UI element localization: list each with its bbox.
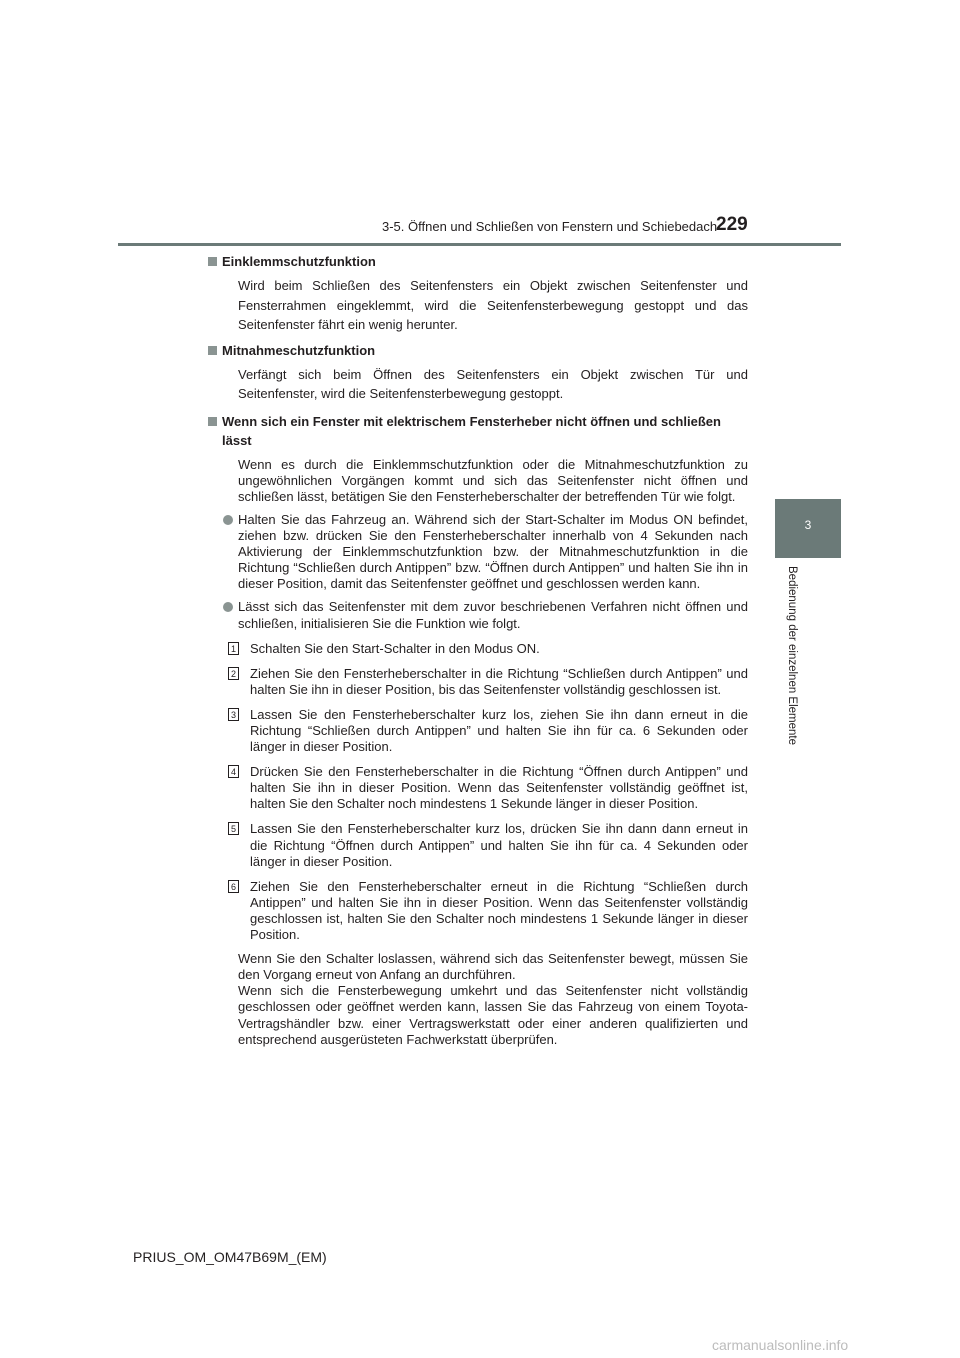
header-divider — [118, 243, 841, 246]
step-number: 2 — [228, 667, 239, 680]
chapter-title: Bedienung der einzelnen Elemente — [786, 566, 798, 746]
section-heading: Wenn sich ein Fenster mit elektrischem Fensterheber nicht öffnen und schließen lässt — [208, 412, 748, 451]
main-content — [208, 254, 748, 1056]
footer-doc-code: PRIUS_OM_OM47B69M_(EM) — [133, 1249, 327, 1265]
step-item: 3 Lassen Sie den Fensterheberschalter kurz los, ziehen Sie ihn dann erneut in die Richtung “Schließen durch Antippen” und halten Sie ihn für ca. 6 Sekunden oder länger in dieser Position. — [208, 707, 748, 755]
square-bullet-icon — [208, 346, 217, 355]
step-number: 4 — [228, 765, 239, 778]
section-einklemmschutz — [208, 254, 748, 335]
section-body: Wird beim Schließen des Seitenfensters ein Objekt zwischen Seitenfenster und Fensterrahmen eingeklemmt, wird die Seitenfensterbewegung gestoppt und das Seitenfenster fährt ein wenig herunter. — [238, 278, 748, 333]
page-number: 229 — [716, 214, 748, 235]
section-mitnahmeschutz — [208, 343, 748, 404]
watermark: carmanualsonline.info — [712, 1337, 849, 1353]
closing-note: Wenn Sie den Schalter loslassen, während sich das Seitenfenster bewegt, müssen Sie den Vorgang erneut von Anfang an durchführen. Wenn sich die Fensterbewegung umkehrt und das Seitenfenster nicht vollständig geschlossen oder geöffnet werden kann, lassen Sie das Fahrzeug von einem Toyota-Vertragshändler bzw. einer Vertragswerkstatt oder einer anderen qualifizierten und entsprechend ausgerüsteten Fachwerkstatt überprüfen. — [238, 951, 748, 1047]
header-title: 3-5. Öffnen und Schließen von Fenstern und Schiebedach — [382, 219, 718, 234]
step-number: 3 — [228, 708, 239, 721]
square-bullet-icon — [208, 417, 217, 426]
step-item: 5 Lassen Sie den Fensterheberschalter kurz los, drücken Sie ihn dann dann erneut in die Richtung “Öffnen durch Antippen” und halten Sie ihn für ca. 4 Sekunden oder länger in dieser Position. — [208, 821, 748, 869]
square-bullet-icon — [208, 257, 217, 266]
step-number: 1 — [228, 642, 239, 655]
step-item: 2 Ziehen Sie den Fensterheberschalter in die Richtung “Schließen durch Antippen” und halten Sie ihn in dieser Position, bis das Seitenfenster vollständig geschlossen ist. — [208, 666, 748, 698]
step-item: 6 Ziehen Sie den Fensterheberschalter erneut in die Richtung “Schließen durch Antippen” und halten Sie ihn in dieser Position. Wenn das Seitenfenster vollständig geschlossen ist, halten Sie den Schalter noch mindestens 1 Sekunde länger in dieser Position. — [208, 879, 748, 943]
section-heading: Einklemmschutzfunktion — [208, 254, 748, 270]
step-item: 1 Schalten Sie den Start-Schalter in den Modus ON. — [208, 641, 748, 657]
bullet-item: Lässt sich das Seitenfenster mit dem zuvor beschriebenen Verfahren nicht öffnen und schließen, initialisieren Sie die Funktion wie folgt. — [208, 599, 748, 631]
round-bullet-icon — [223, 602, 233, 612]
step-item: 4 Drücken Sie den Fensterheberschalter in die Richtung “Öffnen durch Antippen” und halten Sie ihn in dieser Position. Wenn das Seitenfenster vollständig geöffnet ist, halten Sie den Schalter noch mindestens 1 Sekunde länger in dieser Position. — [208, 764, 748, 812]
section-heading: Mitnahmeschutzfunktion — [208, 343, 748, 359]
step-number: 6 — [228, 880, 239, 893]
section-body: Verfängt sich beim Öffnen des Seitenfensters ein Objekt zwischen Tür und Seitenfenster, wird die Seitenfensterbewegung gestoppt. — [238, 366, 748, 402]
step-number: 5 — [228, 822, 239, 835]
section-window-reset — [208, 412, 748, 1048]
round-bullet-icon — [223, 515, 233, 525]
section-body: Wenn es durch die Einklemmschutzfunktion oder die Mitnahmeschutzfunktion zu ungewöhnlichen Vorgängen kommt und sich das Seitenfenster nicht öffnen und schließen lässt, betätigen Sie den Fensterheberschalter der betreffenden Tür wie folgt. — [238, 456, 748, 504]
bullet-item: Halten Sie das Fahrzeug an. Während sich der Start-Schalter im Modus ON befindet, ziehen bzw. drücken Sie den Fensterheberschalter innerhalb von 4 Sekunden nach Aktivierung der Einklemmschutzfunktion bzw. der Mitnahmeschutzfunktion in die Richtung “Schließen durch Antippen” bzw. “Öffnen durch Antippen” und halten Sie ihn in dieser Position, damit das Seitenfenster geöffnet und geschlossen werden kann. — [208, 512, 748, 592]
chapter-number: 3 — [804, 518, 812, 532]
